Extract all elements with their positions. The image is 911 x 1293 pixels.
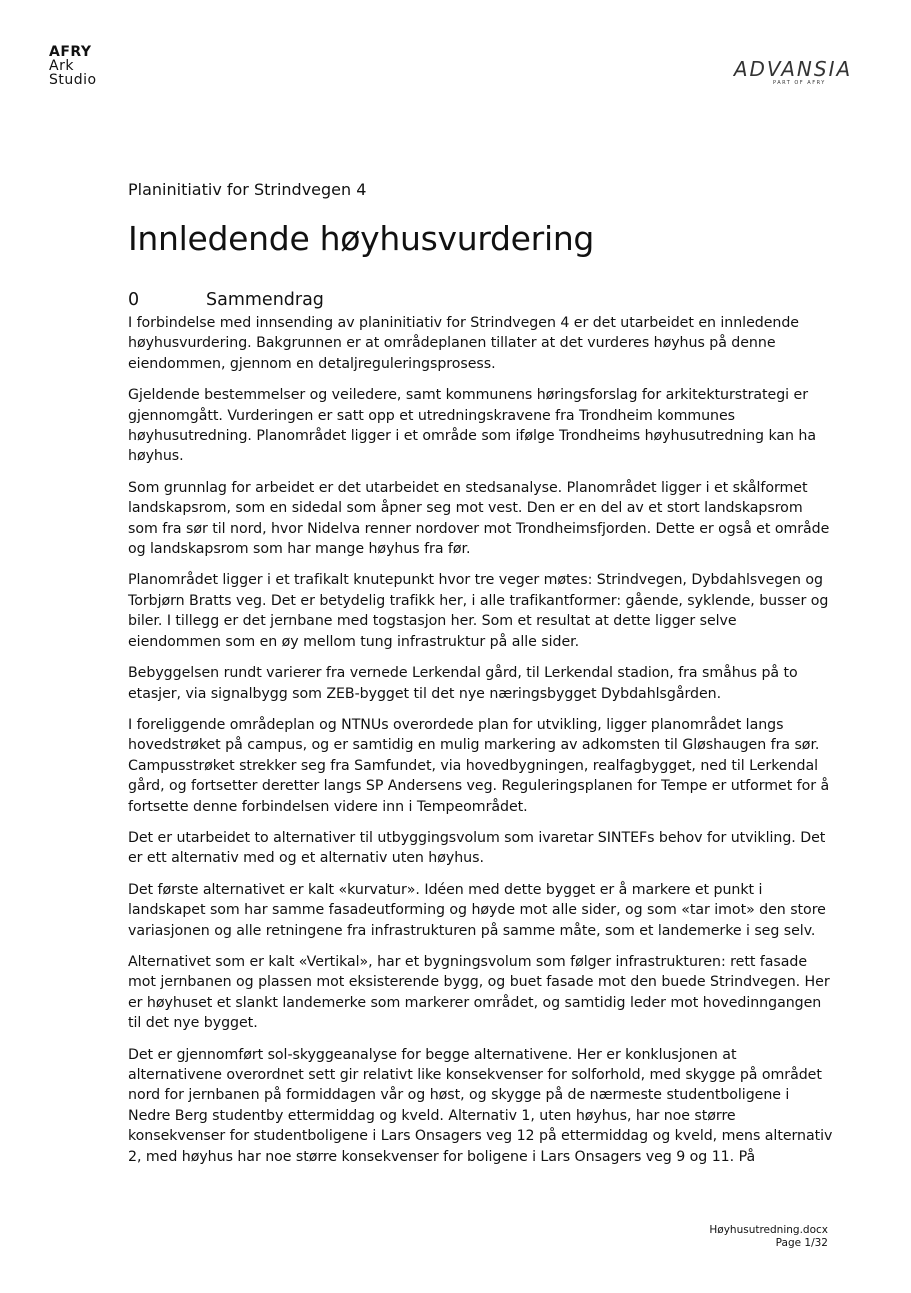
section-title: Sammendrag [206, 290, 324, 310]
paragraph: Alternativet som er kalt «Vertikal», har et bygningsvolum som følger infrastrukturen: rett fasade mot jernbanen og plassen mot eksisterende bygg, og buet fasade mot den buede Strindvegen. Her er høyhuset et slankt landemerke som markerer området, og samtidig leder mot hovedinngangen til det nye bygget. [128, 953, 830, 1032]
paragraph: Det er utarbeidet to alternativer til utbyggingsvolum som ivaretar SINTEFs behov for utvikling. Det er ett alternativ med og et alternativ uten høyhus. [128, 829, 826, 867]
afry-ark-studio-logo [49, 45, 97, 87]
advansia-sub: PART OF AFRY [773, 80, 826, 86]
advansia-logo [733, 58, 853, 87]
paragraph: Gjeldende bestemmelser og veiledere, samt kommunens høringsforslag for arkitekturstrategi er gjennomgått. Vurderingen er satt opp et utredningskravene fra Trondheim kommunes høyhusutredning. Planområdet ligger i et område som ifølge Trondheims høyhusutredning kan ha høyhus. [128, 387, 817, 465]
document-subtitle: Planinitiativ for Strindvegen 4 [128, 180, 367, 199]
paragraph: Som grunnlag for arbeidet er det utarbeidet en stedsanalyse. Planområdet ligger i et skålformet landskapsrom, som en sidedal som åpner seg mot vest. Den er en del av et stort landskapsrom som fra sør til nord, hvor Nidelva renner nordover mot Trondheimsfjorden. Dette er også et område og landskapsrom som har mange høyhus fra før. [128, 479, 830, 558]
logo-line-2: Ark [49, 58, 74, 74]
logo-line-1: AFRY [49, 44, 92, 60]
document-title: Innledende høyhusvurdering [128, 219, 595, 258]
section-number: 0 [128, 290, 140, 310]
page-footer [709, 1224, 828, 1250]
advansia-brand: ADVANSIA [733, 57, 853, 81]
document-body [128, 180, 833, 1167]
paragraph: I foreliggende områdeplan og NTNUs overordede plan for utvikling, ligger planområdet langs hovedstrøket på campus, og er samtidig en mulig markering av adkomsten til Gløshaugen fra sør. Campusstrøket strekker seg fra Samfundet, via hovedbygningen, realfagbygget, ned til Lerkendal gård, og fortsetter deretter langs SP Andersens veg. Reguleringsplanen for Tempe er utformet for å fortsette denne forbindelsen videre inn i Tempeområdet. [128, 716, 830, 815]
logo-line-3: Studio [49, 72, 97, 88]
paragraph: Det er gjennomført sol-skyggeanalyse for begge alternativene. Her er konklusjonen at alternativene overordnet sett gir relativt like konsekvenser for solforhold, med skygge på området nord for jernbanen på formiddagen vår og høst, og skygge på de nærmeste studentboligene i Nedre Berg studentby ettermiddag og kveld. Alternativ 1, uten høyhus, har noe større konsekvenser for studentboligene i Lars Onsagers veg 12 på ettermiddag og kveld, mens alternativ 2, med høyhus har noe større konsekvenser for boligene i Lars Onsagers veg 9 og 11. På [128, 1046, 833, 1165]
footer-filename: Høyhusutredning.docx [709, 1224, 828, 1236]
section-heading [128, 289, 833, 311]
paragraph: Bebyggelsen rundt varierer fra vernede Lerkendal gård, til Lerkendal stadion, fra småhus på to etasjer, via signalbygg som ZEB-bygget til det nye næringsbygget Dybdahlsgården. [128, 665, 798, 702]
paragraph: Det første alternativet er kalt «kurvatur». Idéen med dette bygget er å markere et punkt i landskapet som har samme fasadeutforming og høyde mot alle sider, og som «tar imot» den store variasjonen og alle retningene fra infrastrukturen på samme måte, som et landemerke i seg selv. [128, 881, 826, 939]
paragraph: I forbindelse med innsending av planinitiativ for Strindvegen 4 er det utarbeidet en innledende høyhusvurdering. Bakgrunnen er at områdeplanen tillater at det vurderes høyhus på denne eiendommen, gjennom en detaljreguleringsprosess. [128, 315, 799, 372]
footer-page-number: Page 1/32 [775, 1237, 828, 1249]
paragraph: Planområdet ligger i et trafikalt knutepunkt hvor tre veger møtes: Strindvegen, Dybdahlsvegen og Torbjørn Bratts veg. Det er betydelig trafikk her, i alle trafikantformer: gående, syklende, busser og biler. I tillegg er det jernbane med togstasjon her. Som et resultat at dette ligger selve eiendommen som en øy mellom tung infrastruktur på alle sider. [128, 572, 829, 650]
